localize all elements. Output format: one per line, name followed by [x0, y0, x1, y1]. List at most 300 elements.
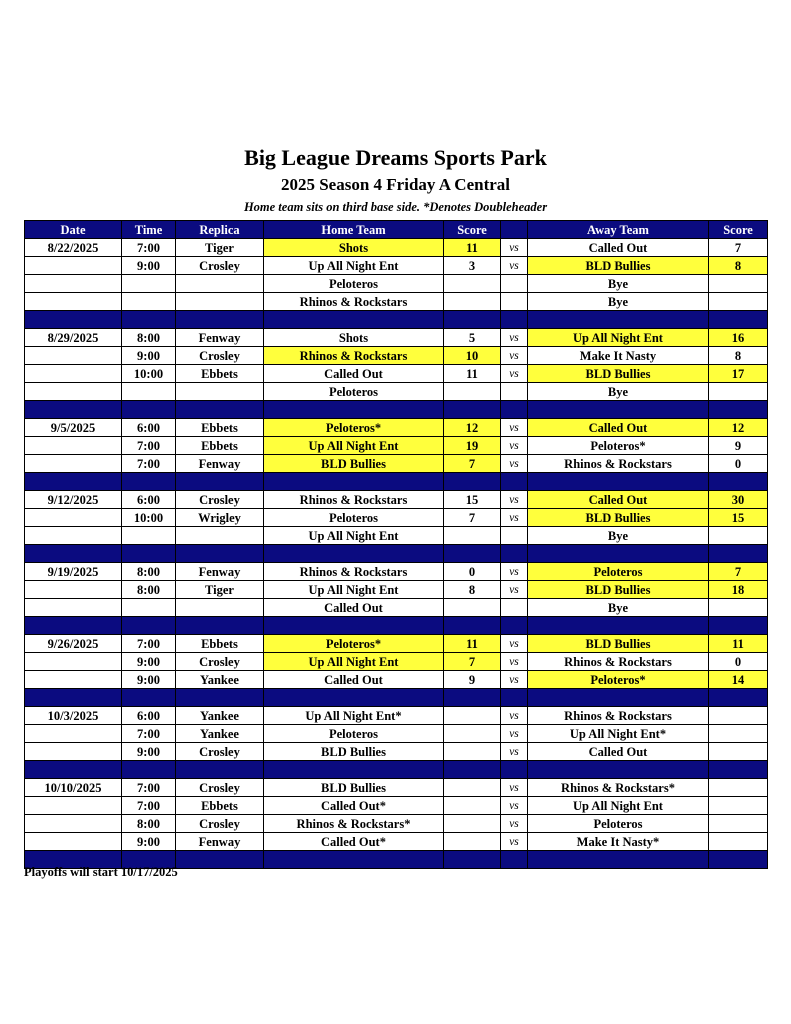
game-date: 9/5/2025 [25, 419, 122, 437]
game-time: 7:00 [122, 455, 176, 473]
game-time: 7:00 [122, 239, 176, 257]
vs-label: vs [501, 815, 528, 833]
away-score [709, 833, 768, 851]
game-time: 7:00 [122, 725, 176, 743]
game-time: 6:00 [122, 707, 176, 725]
separator-cell [176, 617, 264, 635]
vs-label: vs [501, 653, 528, 671]
game-time: 8:00 [122, 815, 176, 833]
header-time: Time [122, 221, 176, 239]
home-team: BLD Bullies [264, 779, 444, 797]
separator-cell [25, 689, 122, 707]
home-score: 10 [444, 347, 501, 365]
separator-cell [528, 689, 709, 707]
game-row [25, 509, 768, 527]
game-date: 9/19/2025 [25, 563, 122, 581]
away-team: Rhinos & Rockstars [528, 455, 709, 473]
home-team: Shots [264, 239, 444, 257]
home-score: 15 [444, 491, 501, 509]
game-replica-field: Ebbets [176, 635, 264, 653]
home-score [444, 293, 501, 311]
separator-cell [528, 401, 709, 419]
home-score: 7 [444, 653, 501, 671]
separator-cell [501, 401, 528, 419]
home-team: Called Out [264, 365, 444, 383]
away-score: 30 [709, 491, 768, 509]
vs-label [501, 275, 528, 293]
schedule-note: Home team sits on third base side. *Denotes Doubleheader [243, 200, 548, 214]
game-replica-field: Yankee [176, 707, 264, 725]
separator-cell [264, 761, 444, 779]
separator-cell [709, 761, 768, 779]
game-time [122, 527, 176, 545]
game-replica-field [176, 275, 264, 293]
schedule-body [25, 239, 768, 869]
game-date [25, 671, 122, 689]
away-score [709, 383, 768, 401]
away-team: Called Out [528, 419, 709, 437]
home-score: 19 [444, 437, 501, 455]
game-time: 8:00 [122, 581, 176, 599]
vs-label [501, 527, 528, 545]
home-team: BLD Bullies [264, 455, 444, 473]
vs-label: vs [501, 725, 528, 743]
separator-cell [528, 761, 709, 779]
separator-cell [264, 545, 444, 563]
away-team: BLD Bullies [528, 635, 709, 653]
game-time: 10:00 [122, 365, 176, 383]
vs-label: vs [501, 563, 528, 581]
game-replica-field [176, 383, 264, 401]
header-away-score: Score [709, 221, 768, 239]
game-time [122, 275, 176, 293]
home-score [444, 815, 501, 833]
home-team: BLD Bullies [264, 743, 444, 761]
vs-label: vs [501, 455, 528, 473]
game-row [25, 293, 768, 311]
game-time: 8:00 [122, 563, 176, 581]
home-score [444, 779, 501, 797]
away-team: Bye [528, 383, 709, 401]
game-time: 10:00 [122, 509, 176, 527]
game-date: 10/10/2025 [25, 779, 122, 797]
game-date [25, 275, 122, 293]
home-score: 3 [444, 257, 501, 275]
separator-cell [528, 545, 709, 563]
schedule-table [24, 220, 768, 869]
game-date [25, 365, 122, 383]
away-score: 15 [709, 509, 768, 527]
game-row [25, 437, 768, 455]
vs-label: vs [501, 509, 528, 527]
separator-cell [176, 761, 264, 779]
home-team: Peloteros [264, 725, 444, 743]
separator-cell [444, 851, 501, 869]
game-time: 7:00 [122, 635, 176, 653]
game-replica-field: Yankee [176, 671, 264, 689]
week-separator [25, 545, 768, 563]
game-time: 9:00 [122, 833, 176, 851]
game-replica-field: Wrigley [176, 509, 264, 527]
separator-cell [444, 311, 501, 329]
header-replica: Replica [176, 221, 264, 239]
away-score: 8 [709, 347, 768, 365]
week-separator [25, 761, 768, 779]
separator-cell [501, 473, 528, 491]
vs-label: vs [501, 707, 528, 725]
game-row [25, 275, 768, 293]
game-replica-field [176, 293, 264, 311]
vs-label: vs [501, 797, 528, 815]
home-team: Rhinos & Rockstars [264, 563, 444, 581]
separator-cell [709, 311, 768, 329]
vs-label: vs [501, 239, 528, 257]
game-row [25, 581, 768, 599]
vs-label: vs [501, 581, 528, 599]
vs-label: vs [501, 437, 528, 455]
game-time: 6:00 [122, 419, 176, 437]
away-score [709, 797, 768, 815]
home-score: 5 [444, 329, 501, 347]
header-home-team: Home Team [264, 221, 444, 239]
game-time: 6:00 [122, 491, 176, 509]
home-score [444, 833, 501, 851]
away-score: 16 [709, 329, 768, 347]
separator-cell [444, 401, 501, 419]
game-date [25, 527, 122, 545]
separator-cell [264, 473, 444, 491]
away-team: Up All Night Ent [528, 329, 709, 347]
home-team: Peloteros [264, 509, 444, 527]
header-date: Date [25, 221, 122, 239]
game-date [25, 599, 122, 617]
game-row [25, 347, 768, 365]
game-date: 8/22/2025 [25, 239, 122, 257]
separator-cell [122, 401, 176, 419]
away-team: Up All Night Ent [528, 797, 709, 815]
game-time: 7:00 [122, 779, 176, 797]
game-date [25, 743, 122, 761]
schedule-header-row [25, 221, 768, 239]
separator-cell [444, 545, 501, 563]
game-date [25, 437, 122, 455]
away-team: Up All Night Ent* [528, 725, 709, 743]
vs-label: vs [501, 347, 528, 365]
away-score [709, 725, 768, 743]
game-replica-field: Fenway [176, 563, 264, 581]
game-replica-field: Tiger [176, 581, 264, 599]
game-date: 9/26/2025 [25, 635, 122, 653]
separator-cell [264, 689, 444, 707]
game-replica-field: Ebbets [176, 365, 264, 383]
game-date: 10/3/2025 [25, 707, 122, 725]
game-row [25, 671, 768, 689]
away-team: Make It Nasty [528, 347, 709, 365]
separator-cell [501, 545, 528, 563]
home-team: Peloteros* [264, 419, 444, 437]
game-time [122, 293, 176, 311]
game-time: 9:00 [122, 671, 176, 689]
game-date [25, 815, 122, 833]
game-replica-field: Crosley [176, 347, 264, 365]
separator-cell [25, 761, 122, 779]
game-time: 7:00 [122, 797, 176, 815]
away-score [709, 779, 768, 797]
away-score [709, 815, 768, 833]
vs-label: vs [501, 671, 528, 689]
home-score [444, 725, 501, 743]
away-team: Peloteros [528, 815, 709, 833]
away-team: Peloteros [528, 563, 709, 581]
game-replica-field [176, 599, 264, 617]
home-team: Up All Night Ent [264, 527, 444, 545]
home-team: Up All Night Ent [264, 257, 444, 275]
week-separator [25, 617, 768, 635]
away-score: 17 [709, 365, 768, 383]
separator-cell [176, 311, 264, 329]
separator-cell [444, 617, 501, 635]
away-score [709, 743, 768, 761]
game-time: 7:00 [122, 437, 176, 455]
away-team: Rhinos & Rockstars* [528, 779, 709, 797]
game-date [25, 509, 122, 527]
away-team: Called Out [528, 743, 709, 761]
away-score [709, 707, 768, 725]
home-score: 7 [444, 455, 501, 473]
separator-cell [122, 473, 176, 491]
game-time [122, 383, 176, 401]
away-score: 18 [709, 581, 768, 599]
game-replica-field: Ebbets [176, 437, 264, 455]
game-row [25, 743, 768, 761]
home-score: 7 [444, 509, 501, 527]
separator-cell [176, 851, 264, 869]
away-team: Bye [528, 527, 709, 545]
home-score [444, 797, 501, 815]
game-row [25, 725, 768, 743]
game-row [25, 833, 768, 851]
home-team: Peloteros [264, 275, 444, 293]
home-score [444, 743, 501, 761]
home-team: Peloteros [264, 383, 444, 401]
away-team: Bye [528, 293, 709, 311]
separator-cell [501, 617, 528, 635]
game-row [25, 239, 768, 257]
away-team: Peloteros* [528, 437, 709, 455]
separator-cell [176, 689, 264, 707]
game-time: 9:00 [122, 257, 176, 275]
separator-cell [25, 473, 122, 491]
home-team: Up All Night Ent [264, 653, 444, 671]
away-score: 7 [709, 563, 768, 581]
game-date [25, 347, 122, 365]
separator-cell [709, 473, 768, 491]
playoffs-note: Playoffs will start 10/17/2025 [24, 865, 178, 879]
separator-cell [25, 401, 122, 419]
game-row [25, 491, 768, 509]
home-team: Called Out* [264, 797, 444, 815]
away-team: Bye [528, 275, 709, 293]
separator-cell [25, 617, 122, 635]
away-team: Rhinos & Rockstars [528, 653, 709, 671]
game-row [25, 563, 768, 581]
week-separator [25, 473, 768, 491]
game-date [25, 653, 122, 671]
separator-cell [176, 545, 264, 563]
game-row [25, 257, 768, 275]
game-replica-field: Tiger [176, 239, 264, 257]
separator-cell [176, 401, 264, 419]
game-replica-field: Crosley [176, 491, 264, 509]
separator-cell [709, 689, 768, 707]
game-replica-field: Crosley [176, 815, 264, 833]
game-replica-field: Fenway [176, 455, 264, 473]
away-score [709, 599, 768, 617]
home-score [444, 707, 501, 725]
separator-cell [122, 689, 176, 707]
game-row [25, 527, 768, 545]
vs-label: vs [501, 833, 528, 851]
separator-cell [25, 311, 122, 329]
game-row [25, 635, 768, 653]
vs-label [501, 293, 528, 311]
separator-cell [122, 545, 176, 563]
game-row [25, 797, 768, 815]
away-score: 0 [709, 455, 768, 473]
game-row [25, 383, 768, 401]
home-score [444, 599, 501, 617]
game-row [25, 815, 768, 833]
separator-cell [501, 761, 528, 779]
separator-cell [709, 617, 768, 635]
away-team: Rhinos & Rockstars [528, 707, 709, 725]
separator-cell [444, 761, 501, 779]
separator-cell [122, 761, 176, 779]
header-away-team: Away Team [528, 221, 709, 239]
game-row [25, 779, 768, 797]
home-team: Called Out [264, 671, 444, 689]
home-score: 0 [444, 563, 501, 581]
game-replica-field: Crosley [176, 779, 264, 797]
vs-label: vs [501, 779, 528, 797]
away-score: 8 [709, 257, 768, 275]
game-date [25, 725, 122, 743]
separator-cell [122, 311, 176, 329]
week-separator [25, 311, 768, 329]
away-team: Make It Nasty* [528, 833, 709, 851]
game-date [25, 293, 122, 311]
game-replica-field: Crosley [176, 653, 264, 671]
game-replica-field: Fenway [176, 329, 264, 347]
home-score: 12 [444, 419, 501, 437]
vs-label: vs [501, 419, 528, 437]
game-date [25, 257, 122, 275]
home-team: Up All Night Ent* [264, 707, 444, 725]
game-date [25, 797, 122, 815]
separator-cell [264, 617, 444, 635]
away-score: 11 [709, 635, 768, 653]
game-replica-field: Crosley [176, 743, 264, 761]
away-team: BLD Bullies [528, 257, 709, 275]
header-vs [501, 221, 528, 239]
page-subtitle: 2025 Season 4 Friday A Central [280, 175, 511, 194]
game-date [25, 383, 122, 401]
separator-cell [176, 473, 264, 491]
home-team: Peloteros* [264, 635, 444, 653]
separator-cell [528, 473, 709, 491]
page-title: Big League Dreams Sports Park [244, 145, 547, 170]
separator-cell [501, 689, 528, 707]
home-score: 11 [444, 635, 501, 653]
vs-label: vs [501, 365, 528, 383]
separator-cell [501, 311, 528, 329]
away-score: 12 [709, 419, 768, 437]
game-time: 9:00 [122, 743, 176, 761]
home-team: Rhinos & Rockstars [264, 347, 444, 365]
separator-cell [709, 851, 768, 869]
home-team: Up All Night Ent [264, 437, 444, 455]
separator-cell [528, 617, 709, 635]
game-date [25, 581, 122, 599]
home-score: 9 [444, 671, 501, 689]
away-score [709, 275, 768, 293]
away-team: Called Out [528, 239, 709, 257]
separator-cell [444, 689, 501, 707]
game-date: 9/12/2025 [25, 491, 122, 509]
vs-label: vs [501, 635, 528, 653]
game-row [25, 365, 768, 383]
separator-cell [501, 851, 528, 869]
game-row [25, 707, 768, 725]
game-date [25, 455, 122, 473]
week-separator [25, 401, 768, 419]
home-score: 11 [444, 365, 501, 383]
home-score: 8 [444, 581, 501, 599]
game-replica-field [176, 527, 264, 545]
away-score: 7 [709, 239, 768, 257]
away-score [709, 527, 768, 545]
separator-cell [264, 851, 444, 869]
vs-label: vs [501, 743, 528, 761]
game-time: 8:00 [122, 329, 176, 347]
away-team: Called Out [528, 491, 709, 509]
game-replica-field: Ebbets [176, 797, 264, 815]
home-score [444, 275, 501, 293]
away-team: BLD Bullies [528, 581, 709, 599]
game-time: 9:00 [122, 347, 176, 365]
vs-label [501, 599, 528, 617]
game-row [25, 599, 768, 617]
away-team: BLD Bullies [528, 509, 709, 527]
away-score [709, 293, 768, 311]
game-replica-field: Crosley [176, 257, 264, 275]
separator-cell [264, 401, 444, 419]
vs-label [501, 383, 528, 401]
separator-cell [264, 311, 444, 329]
away-score: 9 [709, 437, 768, 455]
home-team: Shots [264, 329, 444, 347]
home-team: Called Out* [264, 833, 444, 851]
away-score: 14 [709, 671, 768, 689]
vs-label: vs [501, 329, 528, 347]
home-team: Up All Night Ent [264, 581, 444, 599]
game-date [25, 833, 122, 851]
game-row [25, 653, 768, 671]
separator-cell [528, 311, 709, 329]
game-date: 8/29/2025 [25, 329, 122, 347]
away-team: Bye [528, 599, 709, 617]
game-time: 9:00 [122, 653, 176, 671]
